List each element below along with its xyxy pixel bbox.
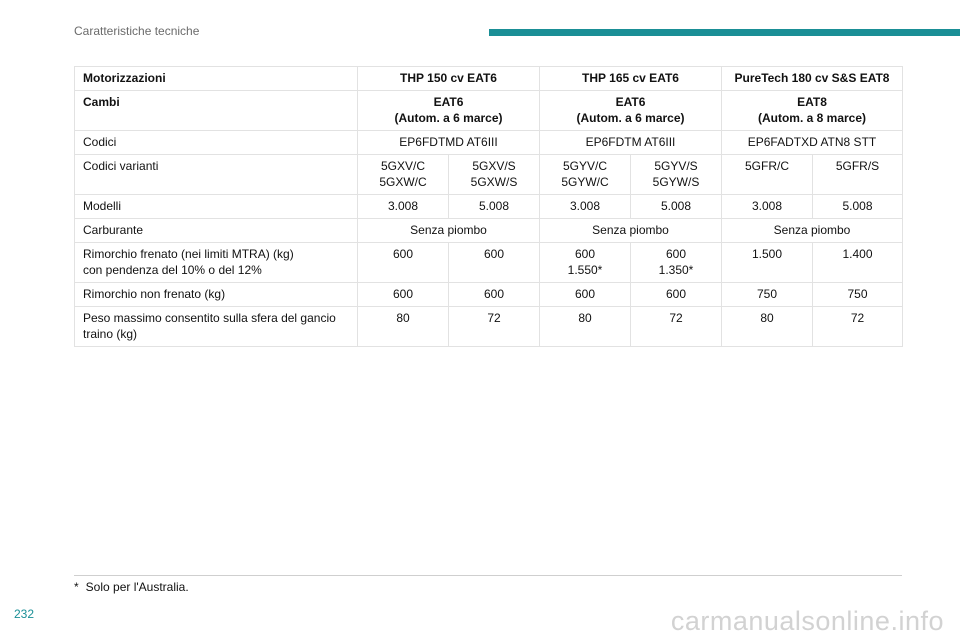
gearbox-cell <box>358 91 540 131</box>
table-cell <box>358 243 449 283</box>
row-label-line: traino (kg) <box>83 327 138 341</box>
table-cell <box>449 155 540 195</box>
section-title: Caratteristiche tecniche <box>74 24 200 38</box>
table-cell: 750 <box>722 283 813 307</box>
footnote <box>74 580 189 594</box>
table-cell: 600 <box>631 283 722 307</box>
table-row-braked-trailer <box>75 243 903 283</box>
table-cell: 600 <box>358 283 449 307</box>
table-cell: 72 <box>449 307 540 347</box>
gearbox-name: EAT6 <box>615 95 646 109</box>
table-cell: 600 <box>449 283 540 307</box>
table-cell: 72 <box>631 307 722 347</box>
table-row-gearbox <box>75 91 903 131</box>
gearbox-cell <box>540 91 722 131</box>
gearbox-name: EAT8 <box>797 95 827 109</box>
row-label: Rimorchio non frenato (kg) <box>75 283 358 307</box>
table-cell: 72 <box>813 307 903 347</box>
row-label: Modelli <box>75 195 358 219</box>
gearbox-name: EAT6 <box>433 95 464 109</box>
variant-code: 5GXV/S <box>472 159 516 173</box>
variant-code: 5GYW/S <box>652 175 700 189</box>
gearbox-desc: (Autom. a 6 marce) <box>394 111 503 125</box>
table-cell: EP6FDTM AT6III <box>540 131 722 155</box>
table-row-engines <box>75 67 903 91</box>
table-row-fuel <box>75 219 903 243</box>
cell-value: 1.350* <box>658 263 694 277</box>
cell-value: 1.550* <box>567 263 603 277</box>
row-label-line: Rimorchio frenato (nei limiti MTRA) (kg) <box>83 247 294 261</box>
table-cell: 3.008 <box>540 195 631 219</box>
variant-code: 5GXW/S <box>470 175 518 189</box>
table-cell: 5.008 <box>449 195 540 219</box>
row-label: Motorizzazioni <box>75 67 358 91</box>
row-label-line: con pendenza del 10% o del 12% <box>83 263 262 277</box>
table-cell: 600 <box>540 283 631 307</box>
variant-code: 5GXV/C <box>380 159 425 173</box>
variant-code: 5GYV/S <box>654 159 698 173</box>
section-accent-bar <box>489 29 960 36</box>
table-row-codes <box>75 131 903 155</box>
row-label: Codici <box>75 131 358 155</box>
footnote-divider <box>74 575 902 576</box>
table-cell <box>358 155 449 195</box>
table-row-towball-load <box>75 307 903 347</box>
table-cell: Senza piombo <box>358 219 540 243</box>
engine-header-cell: THP 150 cv EAT6 <box>358 67 540 91</box>
variant-code: 5GYW/C <box>561 175 609 189</box>
cell-value: 600 <box>392 247 414 261</box>
footnote-text: Solo per l'Australia. <box>85 580 189 594</box>
table-cell <box>540 155 631 195</box>
specifications-table <box>74 66 903 347</box>
variant-code: 5GYV/C <box>562 159 607 173</box>
table-row-models <box>75 195 903 219</box>
table-cell: 3.008 <box>722 195 813 219</box>
table-cell <box>813 155 903 195</box>
table-cell <box>722 155 813 195</box>
gearbox-desc: (Autom. a 8 marce) <box>757 111 867 125</box>
variant-code: 5GFR/S <box>835 159 880 173</box>
page-number: 232 <box>14 607 35 621</box>
table-cell: 80 <box>540 307 631 347</box>
cell-value: 1.500 <box>751 247 783 261</box>
table-cell: Senza piombo <box>540 219 722 243</box>
row-label: Cambi <box>75 91 358 131</box>
cell-value: 600 <box>665 247 687 261</box>
footnote-mark: * <box>74 580 79 594</box>
table-cell: 5.008 <box>631 195 722 219</box>
row-label-line: Peso massimo consentito sulla sfera del gancio <box>83 311 336 325</box>
row-label: Carburante <box>75 219 358 243</box>
table-cell <box>540 243 631 283</box>
variant-code: 5GFR/C <box>744 159 789 173</box>
table-cell: 80 <box>358 307 449 347</box>
engine-header-cell: PureTech 180 cv S&S EAT8 <box>722 67 903 91</box>
cell-value: 600 <box>483 247 505 261</box>
cell-value: 1.400 <box>842 247 873 261</box>
table-cell <box>631 155 722 195</box>
gearbox-cell <box>722 91 903 131</box>
table-cell <box>449 243 540 283</box>
table-cell: Senza piombo <box>722 219 903 243</box>
table-row-unbraked-trailer <box>75 283 903 307</box>
table-cell: 3.008 <box>358 195 449 219</box>
table-cell: 5.008 <box>813 195 903 219</box>
gearbox-desc: (Autom. a 6 marce) <box>576 111 685 125</box>
table-cell: EP6FDTMD AT6III <box>358 131 540 155</box>
table-row-variant-codes <box>75 155 903 195</box>
table-cell: 80 <box>722 307 813 347</box>
table-cell <box>813 243 903 283</box>
watermark: carmanualsonline.info <box>670 606 944 636</box>
table-cell: EP6FADTXD ATN8 STT <box>722 131 903 155</box>
variant-code: 5GXW/C <box>379 175 427 189</box>
row-label <box>75 243 358 283</box>
row-label: Codici varianti <box>75 155 358 195</box>
row-label <box>75 307 358 347</box>
table-cell <box>631 243 722 283</box>
cell-value: 600 <box>574 247 596 261</box>
table-cell <box>722 243 813 283</box>
engine-header-cell: THP 165 cv EAT6 <box>540 67 722 91</box>
table-cell: 750 <box>813 283 903 307</box>
